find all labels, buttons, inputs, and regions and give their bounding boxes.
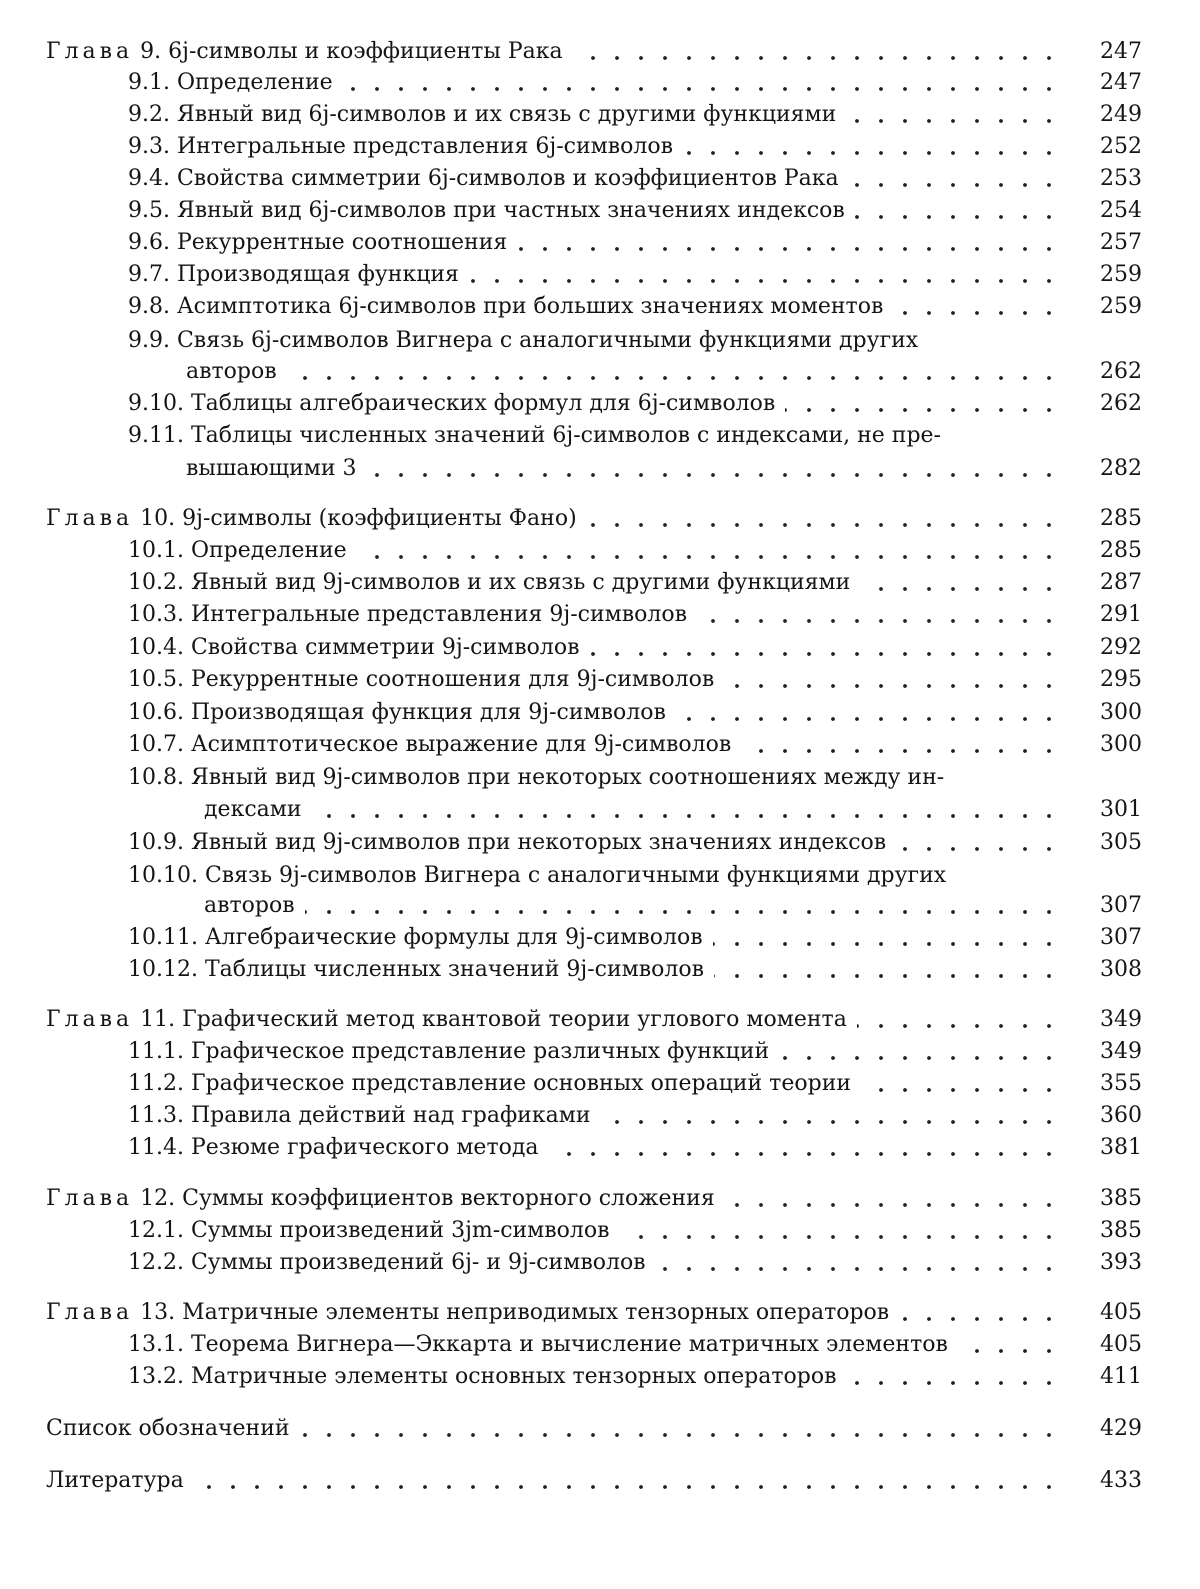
chapter-title (46, 1007, 857, 1032)
toc-section-row (0, 827, 1200, 859)
toc-entry-text (128, 1329, 1068, 1361)
page-number: 307 (1100, 893, 1142, 918)
chapter-label: Глава (46, 506, 134, 531)
toc-entry-text (46, 1297, 1068, 1329)
page-number: 381 (1100, 1135, 1142, 1160)
section-title: 10.11. Алгебраические формулы для 9j-символов (128, 925, 713, 950)
section-title: 11.3. Правила действий над графиками (128, 1103, 600, 1128)
toc-section-row (0, 729, 1200, 761)
page-number: 247 (1100, 39, 1142, 64)
section-title: 11.2. Графическое представление основных операций теории (128, 1071, 861, 1096)
toc-section-row (0, 535, 1200, 567)
toc-section-row (0, 697, 1200, 729)
section-title: 10.2. Явный вид 9j-символов и их связь с другими функциями (128, 570, 860, 595)
toc-section-row (0, 1247, 1200, 1279)
page-number: 433 (1100, 1468, 1142, 1493)
chapter-label: Глава (46, 39, 134, 64)
toc-entry-text (128, 860, 1068, 892)
toc-section-row (0, 99, 1200, 131)
page-number: 257 (1100, 230, 1142, 255)
page-number: 285 (1100, 506, 1142, 531)
section-title: 9.9. Связь 6j-символов Вигнера с аналогичными функциями других (128, 328, 928, 353)
page-number: 259 (1100, 262, 1142, 287)
section-title: 10.6. Производящая функция для 9j-символов (128, 700, 676, 725)
section-title: 12.2. Суммы произведений 6j- и 9j-символов (128, 1250, 656, 1275)
toc-entry-text (186, 356, 1068, 388)
toc-entry-text (46, 1413, 1068, 1445)
toc-section-row (0, 259, 1200, 291)
toc-entry-text (128, 729, 1068, 761)
toc-entry-text (128, 99, 1068, 131)
toc-entry-text (128, 1361, 1068, 1393)
chapter-title (46, 39, 573, 64)
page-number: 247 (1100, 70, 1142, 95)
toc-chapter-row (0, 1004, 1200, 1036)
toc-entry-text (128, 1247, 1068, 1279)
toc-entry-text (128, 67, 1068, 99)
toc-chapter-row (0, 1183, 1200, 1215)
toc-entry-text (46, 1465, 1068, 1497)
toc-section-row (0, 890, 1200, 922)
toc-entry-text (204, 794, 1068, 826)
section-title: Список обозначений (46, 1416, 300, 1441)
toc-section-row (0, 794, 1200, 826)
toc-entry-text (128, 1036, 1068, 1068)
page-number: 249 (1100, 102, 1142, 127)
toc-entry-text (128, 762, 1068, 794)
toc-section-row (0, 1036, 1200, 1068)
toc-section-row (0, 356, 1200, 388)
section-title: 10.1. Определение (128, 538, 357, 563)
toc-entry-text (128, 599, 1068, 631)
section-title: 9.10. Таблицы алгебраических формул для 6j-символов (128, 391, 785, 416)
toc-entry-text (128, 388, 1068, 420)
section-title: 10.5. Рекуррентные соотношения для 9j-символов (128, 667, 724, 692)
chapter-name: 12. Суммы коэффициентов векторного сложения (140, 1186, 715, 1211)
toc-chapter-row (0, 503, 1200, 535)
toc-entry-text (128, 259, 1068, 291)
section-title: 10.8. Явный вид 9j-символов при некоторых соотношениях между ин- (128, 765, 954, 790)
toc-section-row (0, 954, 1200, 986)
toc-section-row (0, 420, 1200, 452)
toc-entry-text (128, 922, 1068, 954)
section-title: 9.2. Явный вид 6j-символов и их связь с другими функциями (128, 102, 846, 127)
page-number: 282 (1100, 456, 1142, 481)
toc-entry-text (128, 1132, 1068, 1164)
section-title: 9.5. Явный вид 6j-символов при частных значениях индексов (128, 198, 855, 223)
chapter-label: Глава (46, 1300, 134, 1325)
toc-section-row (0, 163, 1200, 195)
page-number: 349 (1100, 1007, 1142, 1032)
toc-entry-text (128, 325, 1068, 357)
chapter-name: 9. 6j-символы и коэффициенты Рака (140, 39, 563, 64)
toc-section-row (0, 860, 1200, 892)
toc-entry-text (204, 890, 1068, 922)
page-number: 285 (1100, 538, 1142, 563)
page-number: 429 (1100, 1416, 1142, 1441)
toc-entry-text (128, 567, 1068, 599)
section-title: вышающими 3 (186, 456, 367, 481)
page-number: 262 (1100, 391, 1142, 416)
toc-section-row (0, 922, 1200, 954)
toc-chapter-row (0, 36, 1200, 68)
section-title: 10.9. Явный вид 9j-символов при некоторых значениях индексов (128, 830, 896, 855)
section-title: 13.1. Теорема Вигнера—Эккарта и вычисление матричных элементов (128, 1332, 958, 1357)
chapter-title (46, 1186, 725, 1211)
page-number: 307 (1100, 925, 1142, 950)
section-title: 9.11. Таблицы численных значений 6j-символов с индексами, не пре- (128, 423, 951, 448)
chapter-name: 11. Графический метод квантовой теории углового момента (140, 1007, 847, 1032)
toc-entry-text (46, 1004, 1068, 1036)
toc-section-row (0, 1329, 1200, 1361)
toc-entry-text (128, 954, 1068, 986)
page-number: 355 (1100, 1071, 1142, 1096)
section-title: авторов (204, 893, 305, 918)
chapter-name: 13. Матричные элементы неприводимых тензорных операторов (140, 1300, 890, 1325)
page-number: 262 (1100, 359, 1142, 384)
toc-entry-text (46, 1183, 1068, 1215)
toc-entry-text (128, 1068, 1068, 1100)
toc-entry-text (128, 1215, 1068, 1247)
toc-section-row (0, 1068, 1200, 1100)
section-title: 9.1. Определение (128, 70, 343, 95)
page-number: 253 (1100, 166, 1142, 191)
page-number: 295 (1100, 667, 1142, 692)
section-title: Литература (46, 1468, 194, 1493)
chapter-title (46, 506, 587, 531)
section-title: 11.4. Резюме графического метода (128, 1135, 549, 1160)
page-number: 287 (1100, 570, 1142, 595)
toc-section-row (0, 325, 1200, 357)
toc-section-row (0, 67, 1200, 99)
page-number: 405 (1100, 1332, 1142, 1357)
chapter-title (46, 1300, 899, 1325)
section-title: 10.7. Асимптотическое выражение для 9j-символов (128, 732, 741, 757)
toc-entry-text (46, 36, 1068, 68)
toc-top-entry-row (0, 1413, 1200, 1445)
page-number: 385 (1100, 1218, 1142, 1243)
section-title: 10.3. Интегральные представления 9j-символов (128, 602, 697, 627)
page-number: 308 (1100, 957, 1142, 982)
toc-entry-text (128, 227, 1068, 259)
page-number: 259 (1100, 294, 1142, 319)
page-number: 411 (1100, 1364, 1142, 1389)
toc-entry-text (46, 503, 1068, 535)
section-title: 9.7. Производящая функция (128, 262, 469, 287)
toc-entry-text (128, 1100, 1068, 1132)
toc-section-row (0, 227, 1200, 259)
toc-section-row (0, 1215, 1200, 1247)
page-number: 292 (1100, 635, 1142, 660)
section-title: 9.8. Асимптотика 6j-символов при больших значениях моментов (128, 294, 893, 319)
toc-section-row (0, 1100, 1200, 1132)
toc-section-row (0, 1361, 1200, 1393)
section-title: 13.2. Матричные элементы основных тензорных операторов (128, 1364, 847, 1389)
toc-entry-text (186, 453, 1068, 485)
toc-entry-text (128, 664, 1068, 696)
page-number: 291 (1100, 602, 1142, 627)
toc-entry-text (128, 195, 1068, 227)
toc-section-row (0, 664, 1200, 696)
page-number: 360 (1100, 1103, 1142, 1128)
page-number: 405 (1100, 1300, 1142, 1325)
section-title: 9.6. Рекуррентные соотношения (128, 230, 517, 255)
toc-entry-text (128, 131, 1068, 163)
section-title: дексами (204, 797, 312, 822)
page-number: 349 (1100, 1039, 1142, 1064)
chapter-label: Глава (46, 1186, 134, 1211)
page-number: 252 (1100, 134, 1142, 159)
toc-section-row (0, 388, 1200, 420)
toc-entry-text (128, 632, 1068, 664)
section-title: 9.4. Свойства симметрии 6j-символов и коэффициентов Рака (128, 166, 849, 191)
toc-section-row (0, 1132, 1200, 1164)
section-title: 12.1. Суммы произведений 3jm-символов (128, 1218, 620, 1243)
chapter-label: Глава (46, 1007, 134, 1032)
section-title: 10.10. Связь 9j-символов Вигнера с аналогичными функциями других (128, 863, 956, 888)
toc-section-row (0, 195, 1200, 227)
toc-section-row (0, 762, 1200, 794)
toc-entry-text (128, 420, 1068, 452)
section-title: 9.3. Интегральные представления 6j-символов (128, 134, 683, 159)
section-title: 11.1. Графическое представление различных функций (128, 1039, 779, 1064)
toc-entry-text (128, 291, 1068, 323)
toc-entry-text (128, 163, 1068, 195)
toc-chapter-row (0, 1297, 1200, 1329)
toc-entry-text (128, 827, 1068, 859)
toc-section-row (0, 567, 1200, 599)
section-title: 10.4. Свойства симметрии 9j-символов (128, 635, 589, 660)
section-title: 10.12. Таблицы численных значений 9j-символов (128, 957, 714, 982)
toc-section-row (0, 453, 1200, 485)
page-number: 300 (1100, 732, 1142, 757)
chapter-name: 10. 9j-символы (коэффициенты Фано) (140, 506, 577, 531)
toc-entry-text (128, 697, 1068, 729)
toc-section-row (0, 131, 1200, 163)
toc-section-row (0, 632, 1200, 664)
page-number: 301 (1100, 797, 1142, 822)
page-number: 393 (1100, 1250, 1142, 1275)
page-number: 254 (1100, 198, 1142, 223)
page-number: 305 (1100, 830, 1142, 855)
section-title: авторов (186, 359, 287, 384)
toc-section-row (0, 599, 1200, 631)
toc-section-row (0, 291, 1200, 323)
toc-entry-text (128, 535, 1068, 567)
page-number: 385 (1100, 1186, 1142, 1211)
page-number: 300 (1100, 700, 1142, 725)
toc-top-entry-row (0, 1465, 1200, 1497)
